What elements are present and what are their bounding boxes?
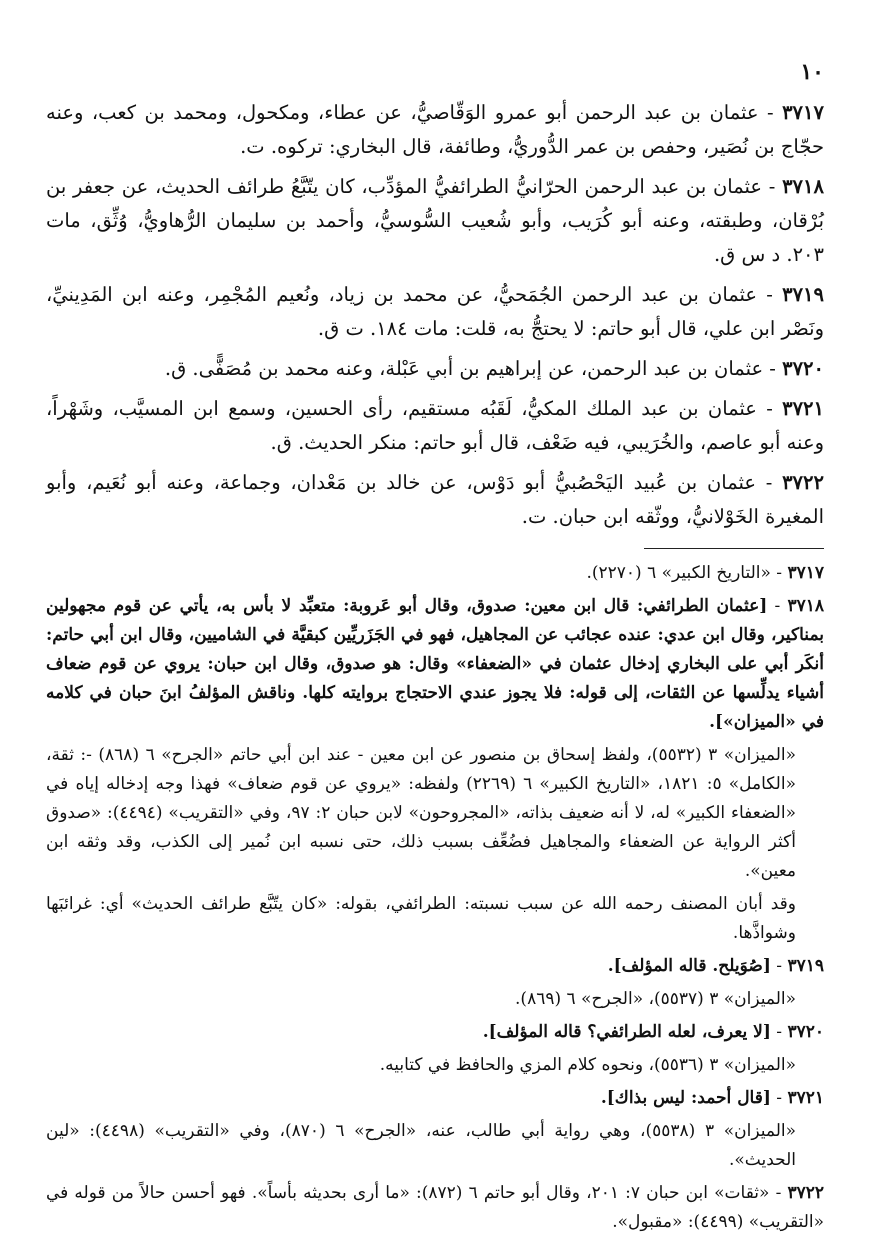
entry-number: ٣٧٢١ <box>782 397 824 420</box>
biography-entry: ٣٧١٩ - عثمان بن عبد الرحمن الجُمَحيُّ، عن محمد بن زياد، ونُعيم المُجْمِر، وعنه ابن المَدِينيِّ، ونَصْر ابن علي، قال أبو حاتم: لا يحتجُّ به، قلت: مات ١٨٤. ت ق. <box>46 283 824 340</box>
entry-text: عثمان بن عبد الرحمن الجُمَحيُّ، عن محمد بن زياد، ونُعيم المُجْمِر، وعنه ابن المَدِينيِّ، ونَصْر ابن علي، قال أبو حاتم: لا يحتجُّ به، قلت: مات ١٨٤. ت ق. <box>46 283 824 340</box>
footnote-reference: «الميزان» ٣ (٥٥٣٧)، «الجرح» ٦ (٨٦٩). <box>515 989 796 1009</box>
entry-number: ٣٧١٩ <box>782 283 824 306</box>
footnote: ٣٧١٩ - [صُوَيلح. قاله المؤلف]. <box>607 956 824 976</box>
footnote-bold-text: [عثمان الطرائفي: قال ابن معين: صدوق، وقال أبو عَروبة: متعبِّد لا بأس به، يأتي عن قوم مجهولين بمناكير، وقال ابن عدي: عنده عجائب عن المجاهيل، فهو في الجَزَريِّين كبقيَّة في الشاميين، وقال ابن أبي حاتم: أنكَر أبي على البخاري إدخال عثمان في «الضعفاء» وقال: هو صدوق، وقال ابن حبان: يروي عن قوم ضعاف أشياء يدلِّسها عن الثقات، إلى قوله: فلا يجوز عندي الاحتجاج بروايته كلها. وناقش المؤلفُ ابنَ حبان في كلامه في «الميزان»]. <box>46 596 825 732</box>
footnote-number: ٣٧١٩ <box>787 956 824 976</box>
footnote-reference: «الميزان» ٣ (٥٥٣٦)، ونحوه كلام المزي والحافظ في كتابيه. <box>379 1055 796 1075</box>
footnote: ٣٧٢١ - [قال أحمد: ليس بذاك]. <box>600 1088 824 1108</box>
entries-section <box>46 96 824 534</box>
footnote: ٣٧٢٠ - [لا يعرف، لعله الطرائفي؟ قاله المؤلف]. <box>482 1022 824 1042</box>
biography-entry: ٣٧٢٠ - عثمان بن عبد الرحمن، عن إبراهيم بن أبي عَبْلة، وعنه محمد بن مُصَفًّى. ق. <box>164 357 824 380</box>
footnote-separator <box>644 548 824 549</box>
biography-entry: ٣٧٢١ - عثمان بن عبد الملك المكيُّ، لَقَبُه مستقيم، رأى الحسين، وسمع ابن المسيَّب، وشَهْراً، وعنه أبو عاصم، والخُرَيبي، فيه ضَعْف، قال أبو حاتم: منكر الحديث. ق. <box>46 397 824 454</box>
footnote: ٣٧١٧ - «التاريخ الكبير» ٦ (٢٢٧٠). <box>586 563 824 583</box>
entry-text: عثمان بن عبد الرحمن، عن إبراهيم بن أبي عَبْلة، وعنه محمد بن مُصَفًّى. ق. <box>164 357 764 380</box>
footnote: ٣٧٢٢ - «ثقات» ابن حبان ٧: ٢٠١، وقال أبو حاتم ٦ (٨٧٢): «ما أرى بحديثه بأساً». فهو أحسن حالاً من قوله في «التقريب» (٤٤٩٩): «مقبول». <box>46 1183 824 1232</box>
entry-number: ٣٧١٨ <box>782 175 824 198</box>
entry-number: ٣٧٢٠ <box>782 357 824 380</box>
footnote: ٣٧١٨ - [عثمان الطرائفي: قال ابن معين: صدوق، وقال أبو عَروبة: متعبِّد لا بأس به، يأتي عن قوم مجهولين بمناكير، وقال ابن عدي: عنده عجائب عن المجاهيل، فهو في الجَزَريِّين كبقيَّة في الشاميين، وقال ابن أبي حاتم: أنكَر أبي على البخاري إدخال عثمان في «الضعفاء» وقال: هو صدوق، وقال ابن حبان: يروي عن قوم ضعاف أشياء يدلِّسها عن الثقات، إلى قوله: فلا يجوز عندي الاحتجاج بروايته كلها. وناقش المؤلفُ ابنَ حبان في كلامه في «الميزان»]. <box>46 596 825 732</box>
footnote-bold-text: [صُوَيلح. قاله المؤلف]. <box>607 956 771 976</box>
footnote-reference: وقد أبان المصنف رحمه الله عن سبب نسبته: الطرائفي، بقوله: «كان يتّبَّع طرائف الحديث» أي: غرائبَها وشواذَّها. <box>46 894 796 943</box>
footnote-number: ٣٧٢٠ <box>787 1022 824 1042</box>
footnote-text: «التاريخ الكبير» ٦ (٢٢٧٠). <box>586 563 771 583</box>
footnote-number: ٣٧٢١ <box>787 1088 824 1108</box>
entry-text: عثمان بن عبد الرحمن أبو عمرو الوَقّاصيُّ، عن عطاء، ومكحول، ومحمد بن كعب، وعنه حجّاج بن نُصَير، وحفص بن عمر الدُّوريُّ، وطائفة، قال البخاري: تركوه. ت. <box>46 101 824 158</box>
footnotes-section <box>46 559 824 1237</box>
book-page <box>46 58 824 1241</box>
entry-text: عثمان بن عُبيد اليَحْصُبيُّ أبو دَوْس، عن خالد بن مَعْدان، وجماعة، وعنه أبو نُعَيم، وأبو المغيرة الخَوْلانيُّ، ووثّقه ابن حبان. ت. <box>46 471 824 528</box>
entry-text: عثمان بن عبد الملك المكيُّ، لَقَبُه مستقيم، رأى الحسين، وسمع ابن المسيَّب، وشَهْراً، وعنه أبو عاصم، والخُرَيبي، فيه ضَعْف، قال أبو حاتم: منكر الحديث. ق. <box>46 397 824 454</box>
footnote-text: «ثقات» ابن حبان ٧: ٢٠١، وقال أبو حاتم ٦ (٨٧٢): «ما أرى بحديثه بأساً». فهو أحسن حالاً من قوله في «التقريب» (٤٤٩٩): «مقبول». <box>46 1183 824 1232</box>
biography-entry: ٣٧٢٢ - عثمان بن عُبيد اليَحْصُبيُّ أبو دَوْس، عن خالد بن مَعْدان، وجماعة، وعنه أبو نُعَيم، وأبو المغيرة الخَوْلانيُّ، ووثّقه ابن حبان. ت. <box>46 471 824 528</box>
footnote-number: ٣٧١٧ <box>787 563 824 583</box>
biography-entry: ٣٧١٧ - عثمان بن عبد الرحمن أبو عمرو الوَقّاصيُّ، عن عطاء، ومكحول، ومحمد بن كعب، وعنه حجّاج بن نُصَير، وحفص بن عمر الدُّوريُّ، وطائفة، قال البخاري: تركوه. ت. <box>46 101 824 158</box>
page-number: ١٠ <box>800 59 824 85</box>
biography-entry: ٣٧١٨ - عثمان بن عبد الرحمن الحرّانيُّ الطرائفيُّ المؤدِّب، كان يتّبَّعُ طرائف الحديث، عن جعفر بن بُرْقان، وطبقته، وعنه أبو كُرَيب، وأبو شُعيب السُّوسيُّ، وأحمد بن سليمان الرُّهاويُّ، وُثِّق، مات ٢٠٣. د س ق. <box>46 175 824 266</box>
footnote-number: ٣٧١٨ <box>787 596 824 616</box>
footnote-reference: «الميزان» ٣ (٥٥٣٨)، وهي رواية أبي طالب، عنه، «الجرح» ٦ (٨٧٠)، وفي «التقريب» (٤٤٩٨): «لين الحديث». <box>46 1121 796 1170</box>
footnote-bold-text: [لا يعرف، لعله الطرائفي؟ قاله المؤلف]. <box>482 1022 771 1042</box>
footnote-number: ٣٧٢٢ <box>787 1183 824 1203</box>
entry-text: عثمان بن عبد الرحمن الحرّانيُّ الطرائفيُّ المؤدِّب، كان يتّبَّعُ طرائف الحديث، عن جعفر بن بُرْقان، وطبقته، وعنه أبو كُرَيب، وأبو شُعيب السُّوسيُّ، وأحمد بن سليمان الرُّهاويُّ، وُثِّق، مات ٢٠٣. د س ق. <box>46 175 824 266</box>
footnote-reference: «الميزان» ٣ (٥٥٣٢)، ولفظ إسحاق بن منصور عن ابن معين - عند ابن أبي حاتم «الجرح» ٦ (٨٦٨) -: ثقة، «الكامل» ٥: ١٨٢١، «التاريخ الكبير» ٦ (٢٢٦٩) ولفظه: «يروي عن قوم ضعاف» فهذا وجه إدخاله إياه في «الضعفاء الكبير» له، لا أنه ضعيف بذاته، «المجروحون» لابن حبان ٢: ٩٧، وفي «التقريب» (٤٤٩٤): «صدوق أكثر الرواية عن الضعفاء والمجاهيل فضُعِّف بسبب ذلك، حتى نسبه ابن نُمير إلى الكذب، وقد وثقه ابن معين». <box>46 745 797 881</box>
footnote-bold-text: [قال أحمد: ليس بذاك]. <box>600 1088 771 1108</box>
entry-number: ٣٧٢٢ <box>782 471 824 494</box>
entry-number: ٣٧١٧ <box>782 101 824 124</box>
